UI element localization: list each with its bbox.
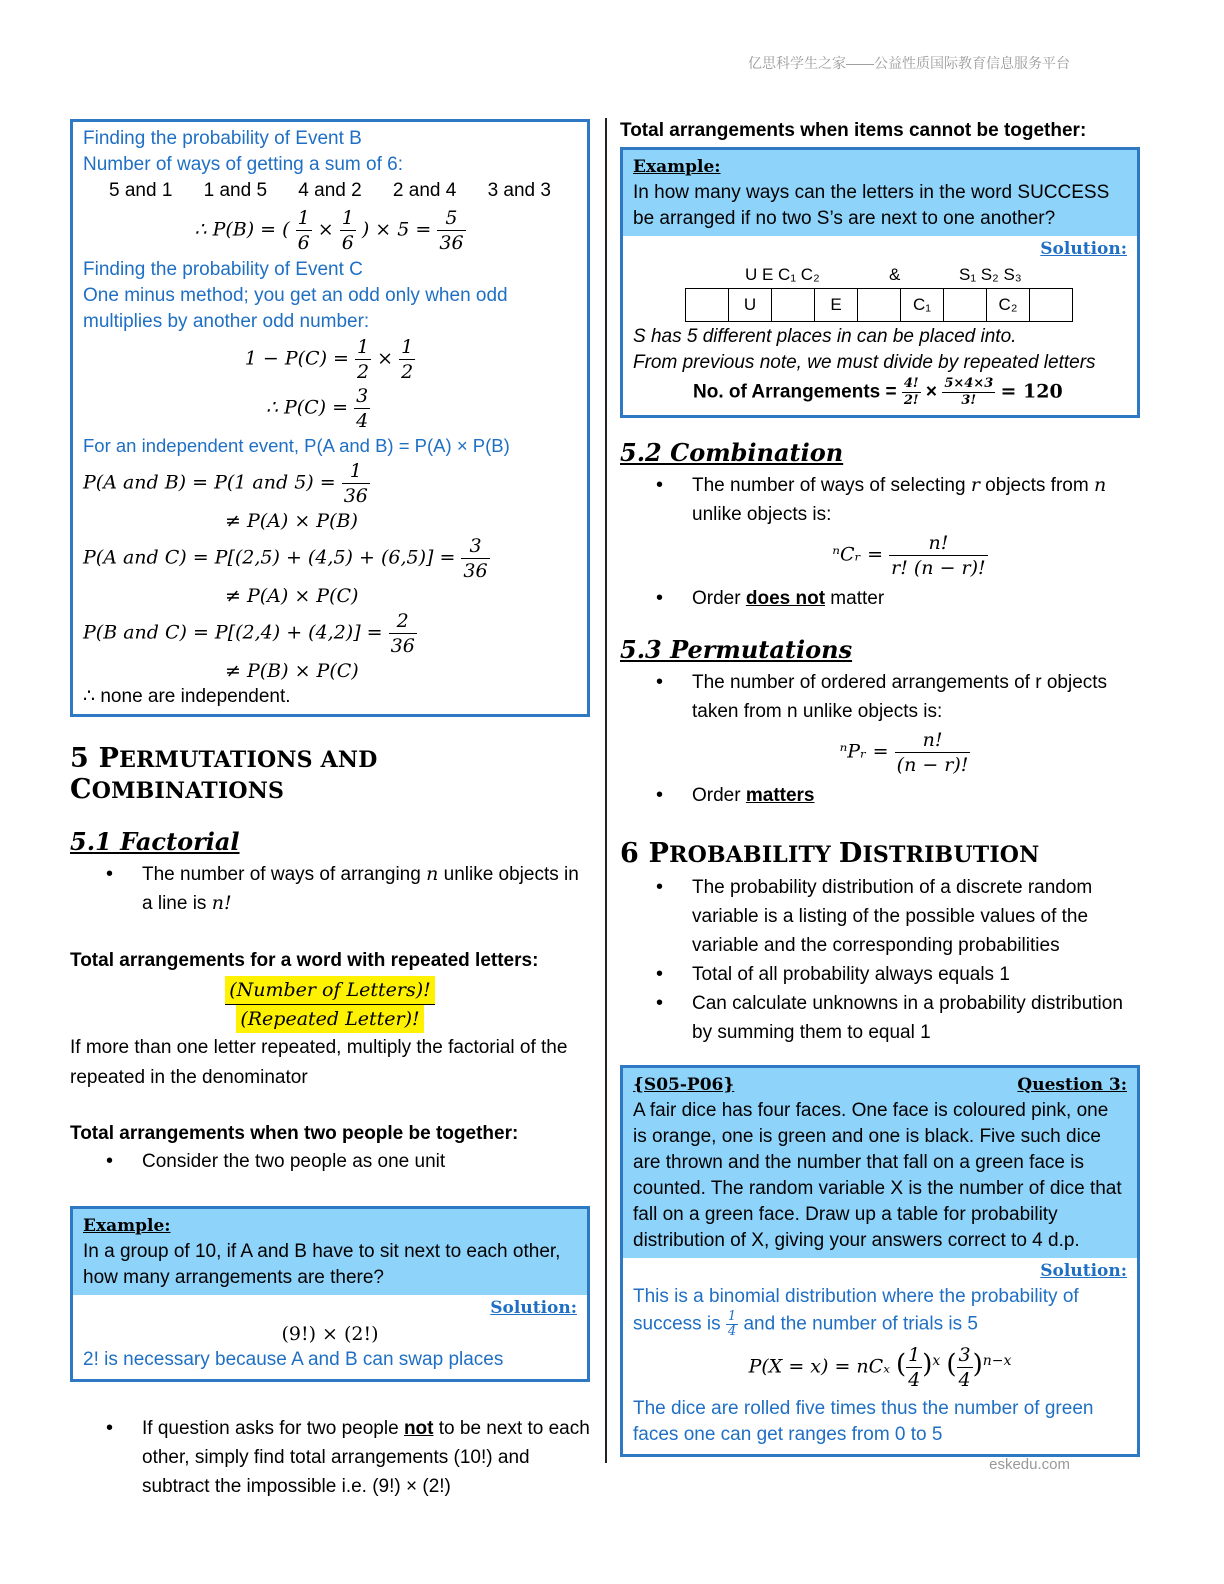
swap-note: 2! is necessary because A and B can swap places bbox=[83, 1349, 504, 1370]
pab-not-equal: ≠ P(A) × P(B) bbox=[225, 510, 358, 532]
section-5-1-title: 5.1 Factorial bbox=[70, 827, 240, 856]
divide-note: From previous note, we must divide by repeated letters bbox=[633, 352, 1096, 373]
example-solution bbox=[73, 1295, 587, 1379]
combination-bullet: • The number of ways of selecting r objects from n unlike objects is: bbox=[620, 471, 1140, 529]
pair-item: 4 and 2 bbox=[298, 180, 362, 201]
pair-item: 1 and 5 bbox=[203, 180, 268, 201]
slot-cell: C₂ bbox=[987, 289, 1030, 322]
solution-label: Solution: bbox=[1040, 1261, 1127, 1281]
right-column bbox=[620, 120, 1140, 1457]
pbc-not-equal: ≠ P(B) × P(C) bbox=[225, 660, 359, 682]
question-label: Question 3: bbox=[1017, 1075, 1127, 1095]
solution-label: Solution: bbox=[1040, 239, 1127, 259]
success-text: success is $\frac{1}{4}$ and the number of trials is 5 bbox=[633, 1309, 978, 1339]
question-ref: {S05-P06} bbox=[633, 1075, 735, 1095]
event-b-heading: Finding the probability of Event B bbox=[83, 128, 362, 149]
question-header bbox=[623, 1068, 1137, 1258]
combination-order-bullet: • Order does not matter bbox=[620, 584, 1140, 613]
slot-cell bbox=[1030, 289, 1073, 322]
independence-box bbox=[70, 119, 590, 717]
independent-rule: For an independent event, P(A and B) = P(A) × P(B) bbox=[83, 435, 510, 456]
slot-cell bbox=[944, 289, 987, 322]
permutation-formula: ⁿPᵣ = $\frac{n!}{(n - r)!}$ bbox=[839, 729, 969, 776]
page-footer: eskedu.com bbox=[989, 1456, 1070, 1473]
pbc-line: P(B and C) = P[(2,4) + (4,2)] = $\frac{2}{36}$ bbox=[83, 610, 415, 657]
conclusion: ∴ none are independent. bbox=[83, 686, 291, 707]
example-success-box bbox=[620, 147, 1140, 418]
repeated-denominator: (Repeated Letter)! bbox=[236, 1005, 423, 1033]
example-header bbox=[623, 150, 1137, 236]
pair-list bbox=[83, 178, 577, 204]
group-s: S₁ S₂ S₃ bbox=[959, 265, 1022, 284]
question-labels bbox=[633, 1072, 1127, 1098]
distribution-bullet: • Total of all probability always equals 1 bbox=[620, 960, 1140, 989]
pc-equation-1: 1 − P(C) = $\frac{1}{2}$ × $\frac{1}{2}$ bbox=[244, 336, 414, 383]
question-text: A fair dice has four faces. One face is coloured pink, one is orange, one is green and one is black. Five such dice are thrown and the number that fall on a green face is counted. The random variable X is the number of dice that fall on a green face. Draw up a table for probability distribution of X, giving your answers correct to 4 d.p. bbox=[633, 1100, 1122, 1251]
slot-cell: C₁ bbox=[901, 289, 944, 322]
pac-line: P(A and C) = P[(2,5) + (4,5) + (6,5)] = $\frac{3}{36}$ bbox=[83, 535, 488, 582]
pair-item: 2 and 4 bbox=[392, 180, 457, 201]
pb-equation: ∴ P(B) = ( $\frac{1}{6}$ × $\frac{1}{6}$ ) × 5 = $\frac{5}{36}$ bbox=[194, 207, 464, 254]
slot-table bbox=[685, 288, 1073, 322]
section-5-2-title: 5.2 Combination bbox=[620, 438, 844, 467]
permutation-bullet: • The number of ordered arrangements of r objects taken from n unlike objects is: bbox=[620, 668, 1140, 726]
example-two-people-box bbox=[70, 1206, 590, 1382]
sum-six-heading: Number of ways of getting a sum of 6: bbox=[83, 154, 403, 175]
slot-cell bbox=[686, 289, 729, 322]
repeated-note: If more than one letter repeated, multiply the factorial of the repeated in the denominator bbox=[70, 1037, 568, 1088]
combination-formula: ⁿCᵣ = $\frac{n!}{r! (n - r)!}$ bbox=[832, 532, 986, 579]
group-and: & bbox=[889, 265, 901, 284]
pab-line: P(A and B) = P(1 and 5) = $\frac{1}{36}$ bbox=[83, 460, 368, 507]
s-places-text: S has 5 different places in can be placed into. bbox=[633, 326, 1017, 347]
arrangement-formula: No. of Arrangements = $\frac{4!}{2!}$ × $\frac{5\times 4\times 3}{3!}$ = 120 bbox=[693, 376, 1063, 408]
example-label: Example: bbox=[633, 157, 721, 177]
distribution-bullet: • The probability distribution of a discrete random variable is a listing of the possible values of the variable and the corresponding probabilities bbox=[620, 873, 1140, 960]
not-next-bullet: • If question asks for two people not to be next to each other, simply find total arrangements (10!) and subtract the impossible i.e. (9!) × (2!) bbox=[70, 1414, 590, 1501]
page-header: 亿思科学生之家——公益性质国际教育信息服务平台 bbox=[748, 55, 1070, 71]
slot-cell: U bbox=[729, 289, 772, 322]
section-6-heading: 6 PROBABILITY DISTRIBUTION bbox=[620, 838, 1040, 869]
repeated-heading: Total arrangements for a word with repeated letters: bbox=[70, 950, 539, 971]
cannot-heading: Total arrangements when items cannot be together: bbox=[620, 120, 1087, 141]
solution-label: Solution: bbox=[490, 1298, 577, 1318]
range-text: The dice are rolled five times thus the number of green faces one can get ranges from 0 to 5 bbox=[633, 1398, 1094, 1445]
distribution-bullet: • Can calculate unknowns in a probability distribution by summing them to equal 1 bbox=[620, 989, 1140, 1047]
column-divider bbox=[605, 118, 607, 1463]
pc-equation-2: ∴ P(C) = $\frac{3}{4}$ bbox=[265, 385, 369, 432]
slot-cell bbox=[858, 289, 901, 322]
together-formula: (9!) × (2!) bbox=[281, 1323, 379, 1345]
slot-cell: E bbox=[815, 289, 858, 322]
example-label: Example: bbox=[83, 1216, 171, 1236]
example-question: In a group of 10, if A and B have to sit next to each other, how many arrangements are there? bbox=[83, 1241, 561, 1288]
pair-item: 3 and 3 bbox=[487, 180, 551, 201]
example-header bbox=[73, 1209, 587, 1295]
repeated-formula bbox=[70, 976, 590, 1033]
letter-groups bbox=[633, 262, 1127, 288]
left-column bbox=[70, 119, 590, 1501]
group-non-s: U E C₁ C₂ bbox=[745, 265, 820, 284]
section-5-3-title: 5.3 Permutations bbox=[620, 635, 853, 664]
binomial-formula: P(X = x) = nCₓ ( $\frac{1}{4}$ )$^x$ ( $\frac{3}{4}$ )$^{n-x}$ bbox=[748, 1344, 1012, 1391]
binomial-text: This is a binomial distribution where the probability of bbox=[633, 1286, 1079, 1307]
together-bullet: • Consider the two people as one unit bbox=[70, 1147, 590, 1176]
one-minus-text: One minus method; you get an odd only when odd multiplies by another odd number: bbox=[83, 285, 508, 332]
pac-not-equal: ≠ P(A) × P(C) bbox=[225, 585, 359, 607]
question-3-box bbox=[620, 1065, 1140, 1457]
factorial-bullet: • The number of ways of arranging n unlike objects in a line is n! bbox=[70, 860, 590, 918]
permutation-order-bullet: • Order matters bbox=[620, 781, 1140, 810]
slot-cell bbox=[772, 289, 815, 322]
example-solution bbox=[623, 236, 1137, 415]
together-heading: Total arrangements when two people be together: bbox=[70, 1123, 519, 1144]
example-question: In how many ways can the letters in the word SUCCESS be arranged if no two S’s are next to one another? bbox=[633, 182, 1110, 229]
question-solution bbox=[623, 1258, 1137, 1454]
repeated-numerator: (Number of Letters)! bbox=[225, 976, 435, 1005]
pair-item: 5 and 1 bbox=[109, 180, 173, 201]
event-c-heading: Finding the probability of Event C bbox=[83, 259, 363, 280]
section-5-heading: 5 PERMUTATIONS AND COMBINATIONS bbox=[70, 743, 378, 805]
